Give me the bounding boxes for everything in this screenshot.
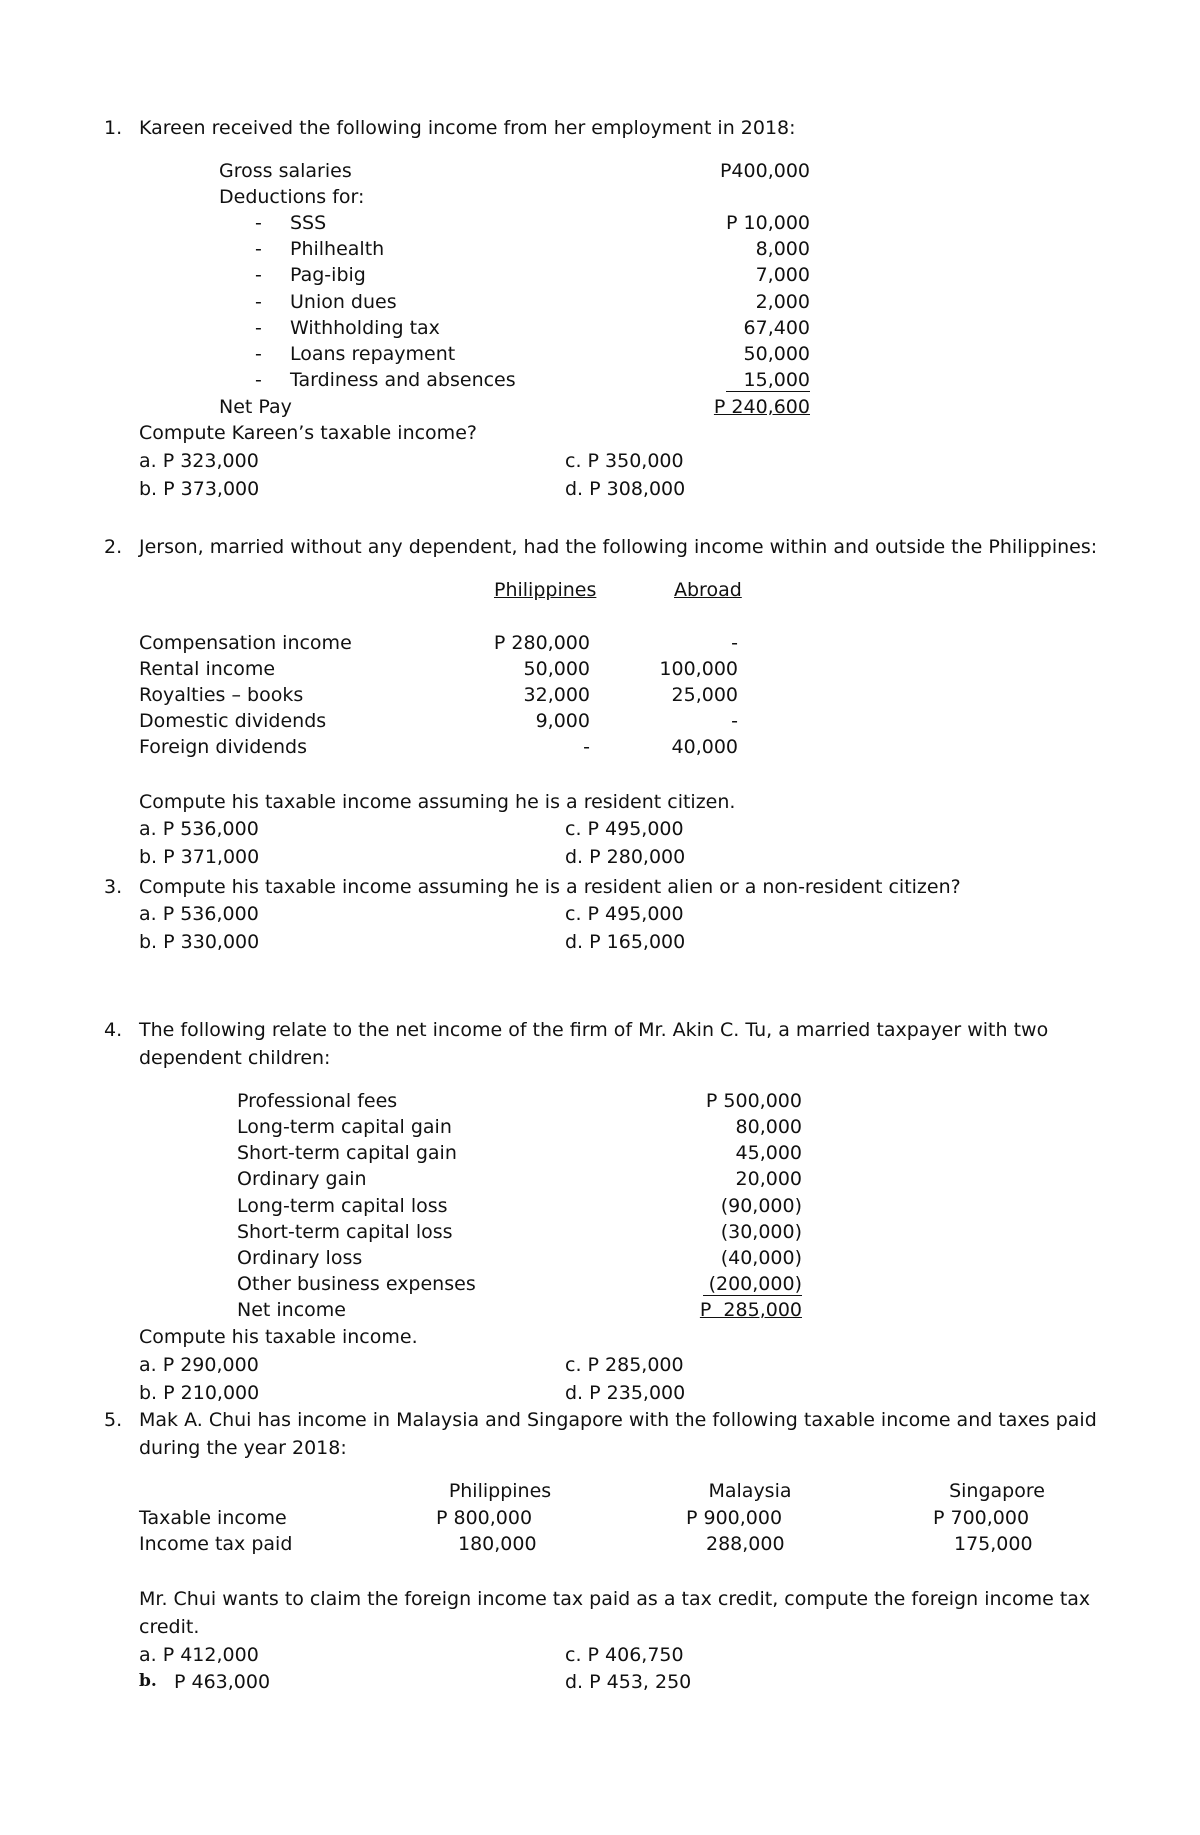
taxable-income-singapore: P 700,000 xyxy=(933,1507,1030,1529)
choice-a: a. P 412,000 xyxy=(139,1644,259,1666)
income-item-value: P 500,000 xyxy=(705,1090,802,1112)
net-pay-value: P 240,600 xyxy=(713,396,810,418)
income-abroad: 100,000 xyxy=(659,658,738,680)
income-item-label: Professional fees xyxy=(237,1090,398,1112)
gross-salaries-value: P400,000 xyxy=(719,160,810,182)
question-prompt: Compute his taxable income. xyxy=(139,1326,418,1348)
row-label-taxable-income: Taxable income xyxy=(139,1507,287,1529)
deduction-value: 2,000 xyxy=(755,291,810,313)
income-abroad: 40,000 xyxy=(671,736,738,758)
choice-b: b. P 330,000 xyxy=(139,931,260,953)
question-number: 2. xyxy=(104,536,123,558)
question-number: 4. xyxy=(104,1019,123,1041)
choice-b: P 463,000 xyxy=(174,1671,271,1693)
income-item-value: (30,000) xyxy=(720,1221,802,1243)
gross-salaries-label: Gross salaries xyxy=(219,160,352,182)
income-ph: 50,000 xyxy=(523,658,590,680)
question-prompt: Compute his taxable income assuming he is a resident citizen. xyxy=(139,791,736,813)
column-header-abroad: Abroad xyxy=(674,579,742,601)
income-label: Foreign dividends xyxy=(139,736,307,758)
deduction-value: 8,000 xyxy=(755,238,810,260)
choice-c: c. P 495,000 xyxy=(565,903,684,925)
question-text-cont: dependent children: xyxy=(139,1047,331,1069)
deduction-label: Tardiness and absences xyxy=(290,369,516,391)
choice-c: c. P 285,000 xyxy=(565,1354,684,1376)
choice-a: a. P 290,000 xyxy=(139,1354,259,1376)
choice-b: b. P 371,000 xyxy=(139,846,260,868)
income-abroad: - xyxy=(731,632,738,654)
question-prompt: Compute Kareen’s taxable income? xyxy=(139,422,477,444)
income-item-label: Long-term capital gain xyxy=(237,1116,452,1138)
choice-c: c. P 350,000 xyxy=(565,450,684,472)
deduction-label: SSS xyxy=(290,212,327,234)
income-label: Rental income xyxy=(139,658,276,680)
income-item-value: (90,000) xyxy=(720,1195,802,1217)
question-text: Jerson, married without any dependent, had the following income within and outside the Philippines: xyxy=(139,536,1098,558)
income-item-label: Short-term capital loss xyxy=(237,1221,453,1243)
choice-b-letter: b. xyxy=(139,1671,157,1691)
question-text: Compute his taxable income assuming he is a resident alien or a non-resident citizen? xyxy=(139,876,961,898)
choice-d: d. P 453, 250 xyxy=(565,1671,692,1693)
net-income-label: Net income xyxy=(237,1299,346,1321)
income-item-value: 45,000 xyxy=(735,1142,802,1164)
income-label: Royalties – books xyxy=(139,684,304,706)
tax-paid-malaysia: 288,000 xyxy=(706,1533,785,1555)
income-item-value: (40,000) xyxy=(720,1247,802,1269)
question-number: 1. xyxy=(104,117,123,139)
question-text-cont: during the year 2018: xyxy=(139,1437,347,1459)
income-label: Compensation income xyxy=(139,632,352,654)
deduction-label: Philhealth xyxy=(290,238,385,260)
column-header-malaysia: Malaysia xyxy=(708,1480,792,1502)
income-item-value: 80,000 xyxy=(735,1116,802,1138)
income-item-label: Ordinary loss xyxy=(237,1247,363,1269)
income-label: Domestic dividends xyxy=(139,710,327,732)
deduction-value: 7,000 xyxy=(755,264,810,286)
deduction-label: Union dues xyxy=(290,291,397,313)
income-abroad: - xyxy=(731,710,738,732)
income-item-value: 20,000 xyxy=(735,1168,802,1190)
choice-a: a. P 536,000 xyxy=(139,818,259,840)
choice-c: c. P 406,750 xyxy=(565,1644,684,1666)
deductions-label: Deductions for: xyxy=(219,186,365,208)
deduction-value: 50,000 xyxy=(743,343,810,365)
income-item-label: Ordinary gain xyxy=(237,1168,367,1190)
column-header-philippines: Philippines xyxy=(448,1480,552,1502)
deduction-value: 67,400 xyxy=(743,317,810,339)
income-item-label: Other business expenses xyxy=(237,1273,476,1295)
deduction-label: Pag-ibig xyxy=(290,264,366,286)
choice-b: b. P 210,000 xyxy=(139,1382,260,1404)
deduction-label: Withholding tax xyxy=(290,317,440,339)
choice-a: a. P 536,000 xyxy=(139,903,259,925)
column-header-singapore: Singapore xyxy=(949,1480,1045,1502)
income-ph: - xyxy=(583,736,590,758)
question-text: Kareen received the following income from her employment in 2018: xyxy=(139,117,796,139)
question-number: 5. xyxy=(104,1409,123,1431)
question-text: The following relate to the net income of the firm of Mr. Akin C. Tu, a married taxpayer with two xyxy=(139,1019,1049,1041)
taxable-income-malaysia: P 900,000 xyxy=(686,1507,783,1529)
question-text: Mak A. Chui has income in Malaysia and Singapore with the following taxable income and taxes paid xyxy=(139,1409,1097,1431)
tax-paid-philippines: 180,000 xyxy=(458,1533,537,1555)
choice-a: a. P 323,000 xyxy=(139,450,259,472)
question-prompt-cont: credit. xyxy=(139,1616,200,1638)
deduction-value-underlined: 15,000 xyxy=(700,371,810,392)
income-item-label: Long-term capital loss xyxy=(237,1195,448,1217)
deduction-label: Loans repayment xyxy=(290,343,456,365)
net-income-value: P 285,000 xyxy=(699,1299,802,1321)
question-prompt: Mr. Chui wants to claim the foreign income tax paid as a tax credit, compute the foreign income tax xyxy=(139,1588,1091,1610)
income-ph: P 280,000 xyxy=(493,632,590,654)
income-item-label: Short-term capital gain xyxy=(237,1142,457,1164)
question-number: 3. xyxy=(104,876,123,898)
deduction-value: P 10,000 xyxy=(726,212,810,234)
choice-d: d. P 308,000 xyxy=(565,478,686,500)
net-pay-label: Net Pay xyxy=(219,396,292,418)
income-abroad: 25,000 xyxy=(671,684,738,706)
tax-paid-singapore: 175,000 xyxy=(954,1533,1033,1555)
income-ph: 9,000 xyxy=(535,710,590,732)
choice-b: b. P 373,000 xyxy=(139,478,260,500)
choice-d: d. P 235,000 xyxy=(565,1382,686,1404)
income-ph: 32,000 xyxy=(523,684,590,706)
taxable-income-philippines: P 800,000 xyxy=(436,1507,533,1529)
column-header-philippines: Philippines xyxy=(494,579,597,601)
choice-d: d. P 165,000 xyxy=(565,931,686,953)
choice-d: d. P 280,000 xyxy=(565,846,686,868)
income-item-value-underlined: (200,000) xyxy=(680,1275,802,1296)
choice-c: c. P 495,000 xyxy=(565,818,684,840)
row-label-income-tax-paid: Income tax paid xyxy=(139,1533,293,1555)
